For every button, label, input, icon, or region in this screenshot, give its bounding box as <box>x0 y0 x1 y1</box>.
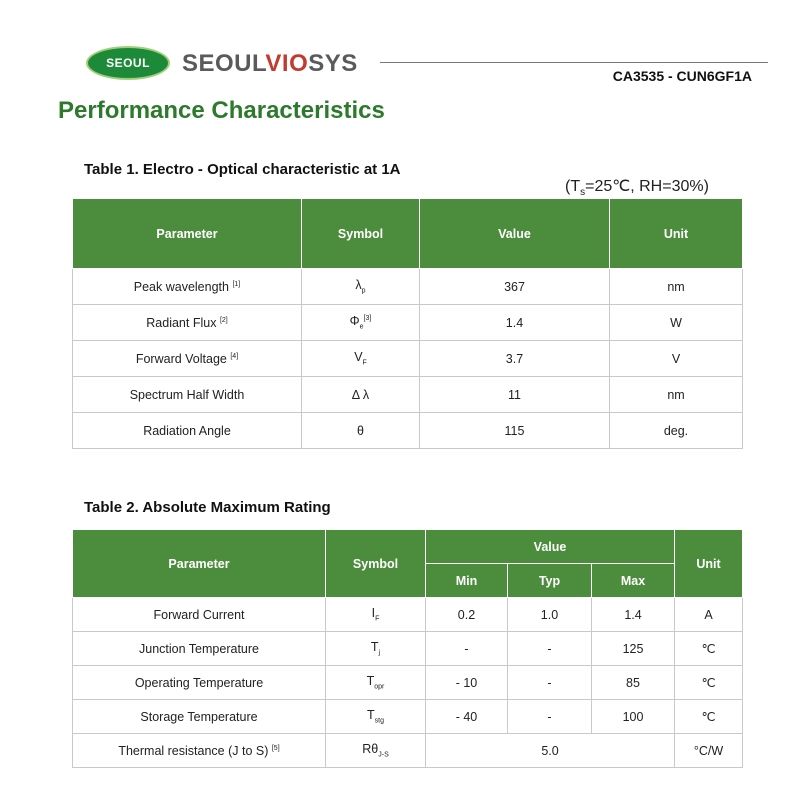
typ-cell: - <box>508 666 592 700</box>
parameter-name: Radiant Flux <box>146 315 217 330</box>
logo-word-b: VIO <box>265 50 309 77</box>
unit-cell: W <box>610 305 743 341</box>
footnote-ref: [4] <box>230 352 239 360</box>
parameter-name: Peak wavelength <box>133 279 229 294</box>
parameter-cell <box>73 734 326 768</box>
symbol-cell <box>302 269 420 305</box>
model-number: CA3535 - CUN6GF1A <box>612 68 752 84</box>
parameter-name: Operating Temperature <box>134 675 264 690</box>
parameter-cell <box>73 632 326 666</box>
table1-header-parameter: Parameter <box>73 199 302 269</box>
symbol-main: λ <box>355 278 362 293</box>
table-row <box>73 700 743 734</box>
parameter-cell <box>73 269 302 305</box>
footnote-ref: [2] <box>219 316 228 324</box>
table2-header-symbol: Symbol <box>326 530 426 598</box>
parameter-name: Thermal resistance (J to S) <box>118 743 269 758</box>
table2-header-value: Value <box>426 530 675 564</box>
symbol-sub: opr <box>374 683 385 691</box>
value-cell: 11 <box>420 377 610 413</box>
unit-cell: ℃ <box>675 632 743 666</box>
typ-cell: - <box>508 632 592 666</box>
electro-optical-table <box>72 198 743 449</box>
symbol-cell <box>326 632 426 666</box>
symbol-main: V <box>354 350 363 365</box>
logo-word-c: SYS <box>308 50 358 77</box>
symbol-sub: e <box>359 323 364 331</box>
parameter-cell <box>73 377 302 413</box>
symbol-cell <box>326 700 426 734</box>
min-cell: - 40 <box>426 700 508 734</box>
value-cell: 3.7 <box>420 341 610 377</box>
table-row <box>73 269 743 305</box>
table2-header-max: Max <box>592 564 675 598</box>
table1-header-unit: Unit <box>610 199 743 269</box>
page-title: Performance Characteristics <box>58 97 385 124</box>
parameter-cell <box>73 305 302 341</box>
symbol-cell <box>302 377 420 413</box>
unit-cell: V <box>610 341 743 377</box>
table2-header-typ: Typ <box>508 564 592 598</box>
symbol-main: T <box>370 640 379 655</box>
table1-header-symbol: Symbol <box>302 199 420 269</box>
unit-cell: nm <box>610 269 743 305</box>
value-cell: 1.4 <box>420 305 610 341</box>
table1-header-row <box>73 199 743 269</box>
table2-header-row <box>73 530 743 564</box>
table-row <box>73 305 743 341</box>
symbol-main: Φ <box>349 314 360 329</box>
symbol-cell <box>326 734 426 768</box>
symbol-sub: J-S <box>378 751 389 759</box>
parameter-name: Forward Current <box>153 607 245 622</box>
unit-cell: nm <box>610 377 743 413</box>
unit-cell: ℃ <box>675 700 743 734</box>
value-cell: 115 <box>420 413 610 449</box>
typ-cell: 1.0 <box>508 598 592 632</box>
unit-cell: °C/W <box>675 734 743 768</box>
symbol-sub: stg <box>374 717 384 725</box>
footnote-ref: [5] <box>271 744 280 752</box>
table-row <box>73 413 743 449</box>
table1-condition: ($T_s=25℃$, RH=30%) <box>565 178 709 199</box>
parameter-cell <box>73 341 302 377</box>
table-row <box>73 734 743 768</box>
max-cell: 100 <box>592 700 675 734</box>
max-cell: 85 <box>592 666 675 700</box>
parameter-cell <box>73 700 326 734</box>
symbol-cell <box>326 666 426 700</box>
symbol-sub: F <box>362 359 367 367</box>
table1-caption: Table 1. Electro - Optical characteristic at 1A <box>84 161 401 178</box>
logo-word-a: SEOUL <box>182 50 266 77</box>
symbol-sub: j <box>378 649 381 657</box>
table2-caption: Table 2. Absolute Maximum Rating <box>84 499 331 516</box>
logo-badge-text: SEOUL <box>106 56 150 70</box>
parameter-name: Junction Temperature <box>139 641 259 656</box>
symbol-sub: F <box>375 615 380 623</box>
symbol-main: Δ λ <box>351 387 370 402</box>
table-row <box>73 341 743 377</box>
min-cell: - 10 <box>426 666 508 700</box>
table-row <box>73 598 743 632</box>
symbol-main: T <box>367 708 375 723</box>
logo-wordmark <box>182 50 358 78</box>
symbol-sub: p <box>361 287 366 295</box>
parameter-cell <box>73 666 326 700</box>
unit-cell: deg. <box>610 413 743 449</box>
min-cell: 0.2 <box>426 598 508 632</box>
table2-header-parameter: Parameter <box>73 530 326 598</box>
symbol-cell <box>302 413 420 449</box>
parameter-cell <box>73 413 302 449</box>
symbol-main: I <box>371 606 376 621</box>
symbol-main: T <box>366 674 375 689</box>
typ-cell: - <box>508 700 592 734</box>
logo-badge <box>86 46 170 80</box>
value-cell: 5.0 <box>426 734 675 768</box>
parameter-cell <box>73 598 326 632</box>
table-row <box>73 632 743 666</box>
symbol-cell <box>302 305 420 341</box>
footnote-ref: [1] <box>232 280 241 288</box>
symbol-cell <box>326 598 426 632</box>
table-row <box>73 666 743 700</box>
table2-header-min: Min <box>426 564 508 598</box>
unit-cell: ℃ <box>675 666 743 700</box>
symbol-main: Rθ <box>362 742 379 757</box>
symbol-main: θ <box>357 423 364 438</box>
absolute-maximum-rating-table <box>72 529 743 768</box>
company-logo <box>86 44 356 84</box>
header-divider <box>380 62 768 63</box>
max-cell: 125 <box>592 632 675 666</box>
unit-cell: A <box>675 598 743 632</box>
parameter-name: Radiation Angle <box>143 423 231 438</box>
max-cell: 1.4 <box>592 598 675 632</box>
table2-header-unit: Unit <box>675 530 743 598</box>
table1-header-value: Value <box>420 199 610 269</box>
min-cell: - <box>426 632 508 666</box>
parameter-name: Spectrum Half Width <box>129 387 245 402</box>
parameter-name: Forward Voltage <box>135 351 227 366</box>
symbol-cell <box>302 341 420 377</box>
symbol-sup: [3] <box>363 315 372 323</box>
parameter-name: Storage Temperature <box>140 709 258 724</box>
table-row <box>73 377 743 413</box>
value-cell: 367 <box>420 269 610 305</box>
